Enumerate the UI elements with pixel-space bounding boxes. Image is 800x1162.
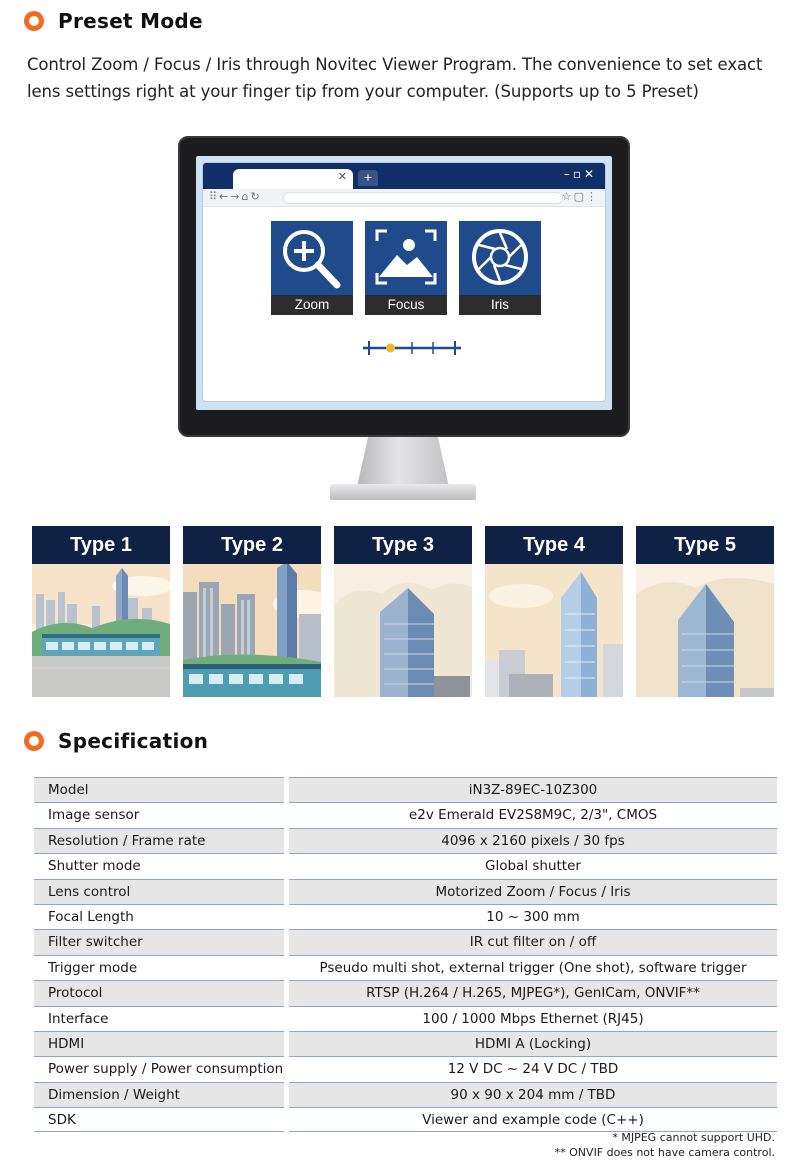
table-row	[34, 1107, 777, 1132]
monitor-illustration	[178, 136, 630, 437]
focus-label: Focus	[365, 295, 447, 315]
spec-value: Viewer and example code (C++)	[289, 1107, 777, 1132]
type-card-5	[636, 526, 774, 697]
monitor-stand-neck	[357, 437, 449, 487]
spec-label: HDMI	[34, 1031, 284, 1056]
spec-label: Interface	[34, 1006, 284, 1031]
specification-heading	[24, 729, 208, 753]
spec-value: HDMI A (Locking)	[289, 1031, 777, 1056]
spec-value: IR cut filter on / off	[289, 929, 777, 954]
city-close-image	[334, 564, 472, 697]
spec-label: Filter switcher	[34, 929, 284, 954]
preset-slider	[361, 339, 463, 357]
spec-value: RTSP (H.264 / H.265, MJPEG*), GenICam, ONVIF**	[289, 980, 777, 1005]
orange-bullet-icon	[24, 731, 44, 751]
spec-value: 12 V DC ~ 24 V DC / TBD	[289, 1056, 777, 1081]
bookmark-menu-icons: ☆▢⋮	[561, 190, 599, 203]
spec-label: Trigger mode	[34, 955, 284, 980]
spec-label: Dimension / Weight	[34, 1082, 284, 1107]
type-card-3	[334, 526, 472, 697]
table-row	[34, 879, 777, 904]
orange-bullet-icon	[24, 11, 44, 31]
focus-icon	[365, 221, 447, 295]
zoom-icon	[271, 221, 353, 295]
spec-label: Shutter mode	[34, 853, 284, 878]
table-row	[34, 802, 777, 827]
city-wide-image	[32, 564, 170, 697]
spec-label: Image sensor	[34, 802, 284, 827]
browser-address-bar	[203, 189, 605, 207]
spec-value: 100 / 1000 Mbps Ethernet (RJ45)	[289, 1006, 777, 1031]
table-row	[34, 1031, 777, 1056]
spec-value: 90 x 90 x 204 mm / TBD	[289, 1082, 777, 1107]
spec-value: Pseudo multi shot, external trigger (One shot), software trigger	[289, 955, 777, 980]
spec-label: Lens control	[34, 879, 284, 904]
slider-knob	[386, 344, 395, 353]
nav-icons: ⠿←→⌂↻	[209, 190, 262, 203]
spec-value: 10 ~ 300 mm	[289, 904, 777, 929]
iris-icon	[459, 221, 541, 295]
city-tower-image	[485, 564, 623, 697]
section-title: Specification	[58, 729, 209, 753]
spec-label: Power supply / Power consumption	[34, 1056, 284, 1081]
table-row	[34, 1006, 777, 1031]
section-title: Preset Mode	[58, 9, 203, 33]
new-tab-icon: +	[358, 170, 378, 186]
browser-window	[202, 162, 606, 402]
monitor-stand-base	[330, 484, 476, 500]
spec-value: Motorized Zoom / Focus / Iris	[289, 879, 777, 904]
spec-label: Resolution / Frame rate	[34, 828, 284, 853]
iris-tile	[459, 221, 541, 315]
table-row	[34, 828, 777, 853]
preset-mode-heading	[24, 9, 203, 33]
type-label: Type 2	[183, 526, 321, 564]
type-card-4	[485, 526, 623, 697]
focus-tile	[365, 221, 447, 315]
type-card-1	[32, 526, 170, 697]
table-row	[34, 1082, 777, 1107]
type-card-2	[183, 526, 321, 697]
footnote-mjpeg: * MJPEG cannot support UHD.	[612, 1131, 775, 1144]
address-field	[283, 192, 563, 204]
city-medium-image	[183, 564, 321, 697]
city-tele-image	[636, 564, 774, 697]
specification-table	[34, 777, 777, 1132]
type-label: Type 3	[334, 526, 472, 564]
monitor-screen	[196, 156, 612, 410]
browser-tab	[233, 169, 353, 189]
spec-value: Global shutter	[289, 853, 777, 878]
spec-value: e2v Emerald EV2S8M9C, 2/3", CMOS	[289, 802, 777, 827]
table-row	[34, 980, 777, 1005]
type-label: Type 5	[636, 526, 774, 564]
spec-label: SDK	[34, 1107, 284, 1132]
type-label: Type 1	[32, 526, 170, 564]
spec-value: iN3Z-89EC-10Z300	[289, 777, 777, 802]
zoom-label: Zoom	[271, 295, 353, 315]
iris-label: Iris	[459, 295, 541, 315]
window-controls-icon: –▫✕	[563, 167, 597, 181]
table-row	[34, 904, 777, 929]
preset-description: Control Zoom / Focus / Iris through Novitec Viewer Program. The convenience to set exact lens settings right at your finger tip from your computer. (Supports up to 5 Preset)	[27, 55, 763, 101]
table-row	[34, 929, 777, 954]
table-row	[34, 1056, 777, 1081]
table-row	[34, 853, 777, 878]
footnote-onvif: ** ONVIF does not have camera control.	[554, 1146, 775, 1159]
zoom-tile	[271, 221, 353, 315]
spec-label: Focal Length	[34, 904, 284, 929]
type-label: Type 4	[485, 526, 623, 564]
table-row	[34, 955, 777, 980]
table-row	[34, 777, 777, 802]
close-tab-icon: ✕	[337, 170, 347, 183]
spec-value: 4096 x 2160 pixels / 30 fps	[289, 828, 777, 853]
browser-title-bar	[203, 163, 605, 189]
spec-label: Protocol	[34, 980, 284, 1005]
spec-label: Model	[34, 777, 284, 802]
